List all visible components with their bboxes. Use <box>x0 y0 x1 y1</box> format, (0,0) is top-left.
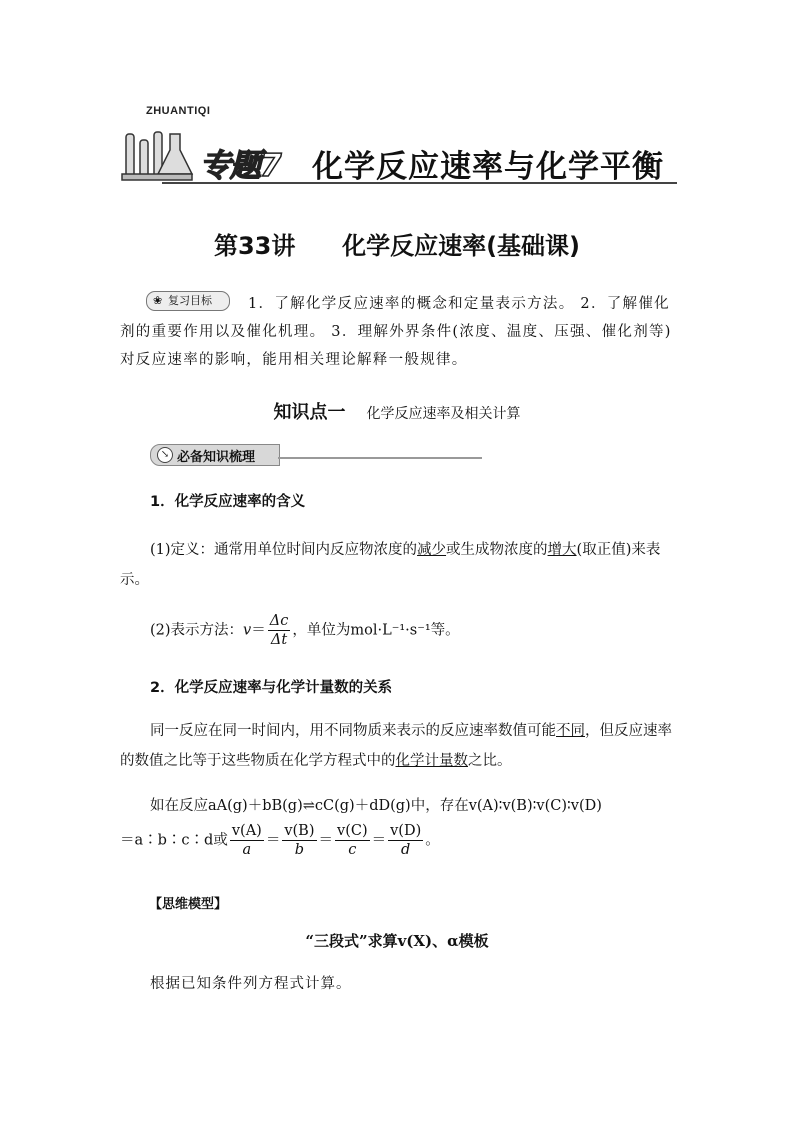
knowledge-point-number: 知识点一 <box>273 402 346 423</box>
objectives-text: 1．了解化学反应速率的概念和定量表示方法。 2．了解催化剂的重要作用以及催化机理。 3．理解外界条件(浓度、温度、压强、催化剂等)对反应速率的影响，能用相关理论解释一般规律。 <box>120 296 672 368</box>
s2-rel-keyword1: 不同 <box>556 723 585 739</box>
section-tag-line <box>278 457 482 459</box>
s1-def-part3: (取正值)来表示。 <box>120 542 661 588</box>
s2-heading: 2．化学反应速率与化学计量数的关系 <box>150 680 393 696</box>
s1-def-keyword1: 减少 <box>417 542 447 558</box>
s2-end: 。 <box>425 832 440 849</box>
frac-a <box>230 822 264 859</box>
s1-formula <box>150 612 460 649</box>
lecture-title <box>0 226 794 261</box>
frac-d-den: d <box>401 842 411 858</box>
frac-b-den: b <box>294 842 305 858</box>
flower-icon: ❀ <box>153 294 163 307</box>
s1-formula-v: v <box>243 622 252 639</box>
arrow-icon: ↘ <box>157 447 173 463</box>
frac-d-num: v(D) <box>390 823 422 839</box>
frac-b <box>282 822 316 859</box>
lecture-number: 第33讲 <box>213 232 296 260</box>
section-tag-label: 必备知识梳理 <box>177 450 256 465</box>
section-tag <box>150 444 280 466</box>
s2-ratio: ＝a∶b∶c∶d或 <box>120 832 228 849</box>
frac-d <box>388 822 423 859</box>
frac-a-den: a <box>242 842 252 858</box>
s2-example-line2 <box>120 822 680 859</box>
s2-rel-part2: ，但反应速率的数值之比等于这些物质在化学方程式中的 <box>120 723 672 769</box>
eq-2: ＝ <box>318 832 333 849</box>
s1-def-keyword2: 增大 <box>547 542 577 558</box>
frac-c-num: v(C) <box>337 823 368 839</box>
chapter-title: 化学反应速率与化学平衡 <box>312 149 664 185</box>
knowledge-point-subtitle: 化学反应速率及相关计算 <box>366 406 521 422</box>
header-pinyin: ZHUANTIQI <box>146 105 211 117</box>
eq-3: ＝ <box>371 832 387 849</box>
frac-c <box>335 822 370 859</box>
s1-formula-eq: ＝ <box>251 622 266 639</box>
chapter-label: 专题7 <box>200 148 281 184</box>
s1-heading: 1．化学反应速率的含义 <box>150 494 306 510</box>
knowledge-point-heading <box>0 398 794 424</box>
model-text: 根据已知条件列方程式计算。 <box>150 976 352 992</box>
frac-a-num: v(A) <box>231 823 262 839</box>
s1-def-part2: 或生成物浓度的 <box>446 542 548 558</box>
frac-c-den: c <box>348 842 357 858</box>
lecture-name: 化学反应速率(基础课) <box>342 232 581 260</box>
s1-formula-label: (2)表示方法： <box>150 622 244 639</box>
model-tag: 【思维模型】 <box>149 897 228 912</box>
eq-1: ＝ <box>265 832 281 849</box>
frac-b-num: v(B) <box>284 823 315 839</box>
s1-def-part1: (1)定义：通常用单位时间内反应物浓度的 <box>150 542 418 558</box>
s1-definition <box>120 535 680 595</box>
s2-rel-part3: 之比。 <box>468 753 512 769</box>
delta-c: Δc <box>269 613 289 629</box>
delta-t: Δt <box>270 632 288 648</box>
banner-divider <box>162 182 677 184</box>
delta-fraction <box>268 612 291 649</box>
objectives-badge-label: 复习目标 <box>168 294 212 307</box>
s1-formula-unit: ，单位为mol·L⁻¹·s⁻¹等。 <box>292 622 460 639</box>
s2-example-line1: 如在反应aA(g)＋bB(g)⇌cC(g)＋dD(g)中，存在v(A)∶v(B)∶v(C)∶v(D) <box>150 798 602 814</box>
model-title: “三段式”求算v(X)、α模板 <box>305 932 489 950</box>
s2-rel-part1: 同一反应在同一时间内，用不同物质来表示的反应速率数值可能 <box>150 723 556 739</box>
s2-rel-keyword2: 化学计量数 <box>395 753 468 769</box>
s2-relation <box>120 716 680 776</box>
